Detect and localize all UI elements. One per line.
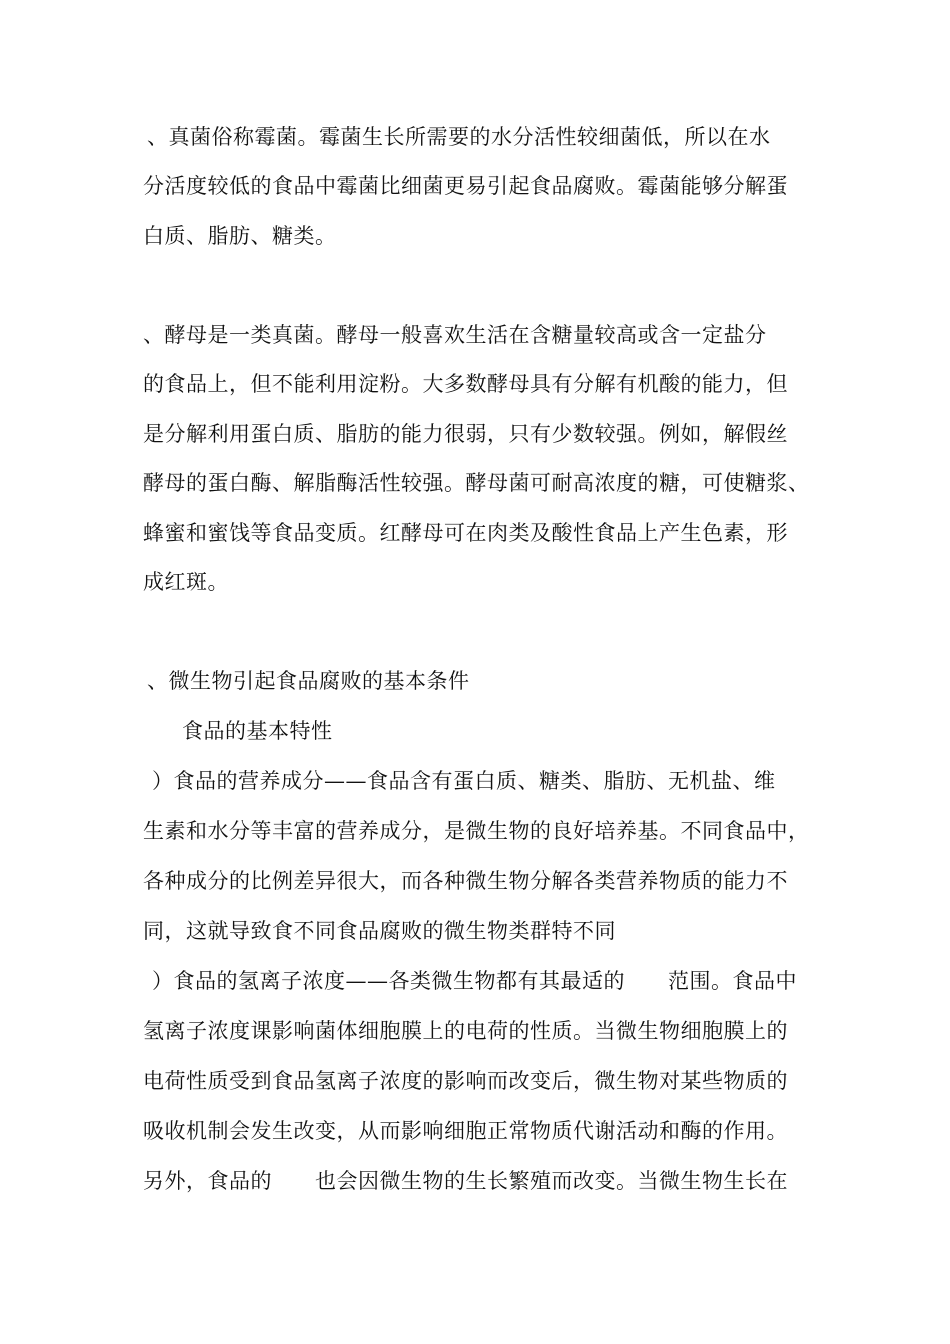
paragraph-fungi-line-2: 分活度较低的食品中霉菌比细菌更易引起食品腐败。霉菌能够分解蛋	[143, 174, 788, 198]
paragraph-nutrition-line-2: 生素和水分等丰富的营养成分，是微生物的良好培养基。不同食品中，	[143, 819, 810, 843]
paragraph-ph-line-2: 氢离子浓度课影响菌体细胞膜上的电荷的性质。当微生物细胞膜上的	[143, 1019, 788, 1043]
paragraph-ph-line-4: 吸收机制会发生改变，从而影响细胞正常物质代谢活动和酶的作用。	[143, 1119, 788, 1143]
paragraph-nutrition-line-4: 同，这就导致食不同食品腐败的微生物类群特不同	[143, 919, 616, 943]
paragraph-yeast-line-3: 是分解利用蛋白质、脂肪的能力很弱，只有少数较强。例如，解假丝	[143, 422, 788, 446]
paragraph-yeast-line-5: 蜂蜜和蜜饯等食品变质。红酵母可在肉类及酸性食品上产生色素，形	[143, 521, 788, 545]
paragraph-yeast-line-4: 酵母的蛋白酶、解脂酶活性较强。酵母菌可耐高浓度的糖，可使糖浆、	[143, 471, 810, 495]
paragraph-ph-line-1: ）食品的氢离子浓度——各类微生物都有其最适的 范围。食品中	[152, 969, 797, 993]
paragraph-nutrition-line-3: 各种成分的比例差异很大，而各种微生物分解各类营养物质的能力不	[143, 869, 788, 893]
paragraph-fungi-line-3: 白质、脂肪、糖类。	[143, 224, 337, 248]
paragraph-ph-line-5: 另外，食品的 也会因微生物的生长繁殖而改变。当微生物生长在	[143, 1169, 788, 1193]
paragraph-yeast-line-6: 成红斑。	[143, 570, 229, 594]
paragraph-ph-line-3: 电荷性质受到食品氢离子浓度的影响而改变后，微生物对某些物质的	[143, 1069, 788, 1093]
paragraph-nutrition-line-1: ）食品的营养成分——食品含有蛋白质、糖类、脂肪、无机盐、维	[152, 769, 776, 793]
section-heading: 、微生物引起食品腐败的基本条件	[147, 669, 470, 693]
paragraph-fungi-line-1: 、真菌俗称霉菌。霉菌生长所需要的水分活性较细菌低，所以在水	[147, 125, 771, 149]
subsection-heading: 食品的基本特性	[182, 719, 333, 743]
paragraph-yeast-line-2: 的食品上，但不能利用淀粉。大多数酵母具有分解有机酸的能力，但	[143, 372, 788, 396]
paragraph-yeast-line-1: 、酵母是一类真菌。酵母一般喜欢生活在含糖量较高或含一定盐分	[143, 323, 767, 347]
